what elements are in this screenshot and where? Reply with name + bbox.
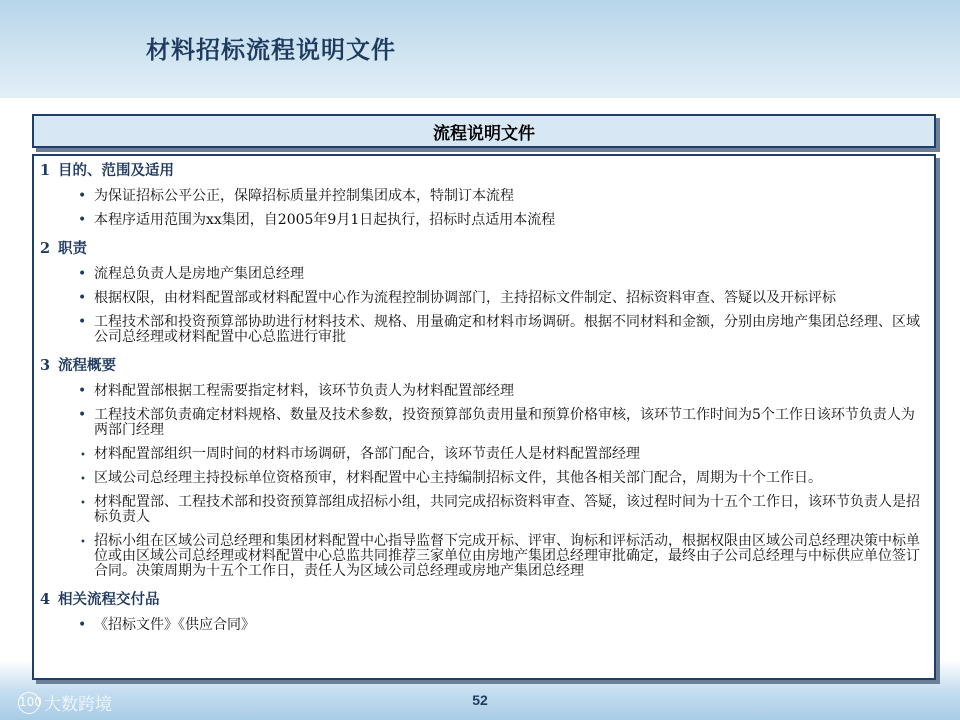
bullet-icon: • (80, 450, 86, 461)
watermark-text: 大数跨境 (44, 695, 112, 715)
content-box (32, 154, 936, 680)
list-item-text: 《招标文件》《供应合同》 (94, 617, 255, 633)
section-heading (40, 354, 926, 378)
bullet-icon: • (78, 188, 87, 204)
list-item (40, 384, 926, 399)
bullet-icon: • (80, 537, 86, 548)
bullet-icon: • (78, 314, 87, 330)
list-item (40, 291, 926, 306)
bullet-list (40, 267, 926, 345)
list-item-text: 材料配置部组织一周时间的材料市场调研，各部门配合，该环节责任人是材料配置部经理 (94, 446, 640, 462)
section-purpose-scope (40, 159, 926, 228)
bullet-list (40, 618, 926, 633)
list-item (40, 534, 926, 579)
section-number: 3 (40, 357, 51, 374)
slide-title: 材料招标流程说明文件 (146, 35, 396, 64)
section-heading (40, 237, 926, 261)
list-item-text: 材料配置部、工程技术部和投资预算部组成招标小组，共同完成招标资料审查、答疑，该过程时间为十五个工作日，该环节负责人是招标负责人 (94, 494, 920, 525)
watermark-logo-icon: 100 (18, 692, 40, 714)
bullet-icon: • (78, 383, 87, 399)
top-band (0, 0, 960, 98)
section-number: 2 (40, 240, 51, 257)
bullet-icon: • (80, 474, 86, 485)
bullet-icon: • (78, 212, 87, 228)
document-header-title: 流程说明文件 (433, 123, 535, 144)
bullet-icon: • (78, 290, 87, 306)
list-item (40, 213, 926, 228)
section-number: 1 (40, 162, 51, 179)
page-number: 52 (472, 692, 488, 708)
list-item (40, 447, 926, 462)
section-heading (40, 588, 926, 612)
list-item (40, 408, 926, 438)
bullet-icon: • (78, 617, 87, 633)
section-number: 4 (40, 591, 51, 608)
list-item-text: 招标小组在区域公司总经理和集团材料配置中心指导监督下完成开标、评审、询标和评标活动，根据权限由区域公司总经理决策中标单位或由区域公司总经理或材料配置中心总监共同推荐三家单位由房地产集团总经理审批确定，最终由子公司总经理与中标供应单位签订合同。决策周期为十五个工作日，责任人为区域公司总经理或房地产集团总经理 (94, 533, 920, 579)
list-item-text: 本程序适用范围为xx集团，自2005年9月1日起执行，招标时点适用本流程 (94, 212, 556, 228)
list-item (40, 618, 926, 633)
bullet-list (40, 189, 926, 228)
list-item-text: 区域公司总经理主持投标单位资格预审，材料配置中心主持编制招标文件，其他各相关部门配合，周期为十个工作日。 (94, 470, 822, 486)
list-item-text: 材料配置部根据工程需要指定材料，该环节负责人为材料配置部经理 (94, 383, 514, 399)
list-item (40, 315, 926, 345)
list-item (40, 267, 926, 282)
section-deliverables (40, 588, 926, 633)
section-title: 流程概要 (58, 357, 116, 374)
section-heading (40, 159, 926, 183)
section-title: 职责 (58, 240, 87, 257)
section-responsibilities (40, 237, 926, 345)
list-item (40, 189, 926, 204)
bullet-icon: • (78, 266, 87, 282)
list-item-text: 工程技术部和投资预算部协助进行材料技术、规格、用量确定和材料市场调研。根据不同材料和金额，分别由房地产集团总经理、区域公司总经理或材料配置中心总监进行审批 (94, 314, 920, 345)
list-item (40, 495, 926, 525)
section-title: 相关流程交付品 (58, 591, 160, 608)
section-process-overview (40, 354, 926, 579)
list-item (40, 471, 926, 486)
bullet-list (40, 384, 926, 579)
document-header-box (32, 114, 936, 148)
list-item-text: 工程技术部负责确定材料规格、数量及技术参数，投资预算部负责用量和预算价格审核，该环节工作时间为5个工作日该环节负责人为两部门经理 (94, 407, 915, 438)
bullet-icon: • (78, 407, 87, 423)
list-item-text: 根据权限，由材料配置部或材料配置中心作为流程控制协调部门，主持招标文件制定、招标资料审查、答疑以及开标评标 (94, 290, 836, 306)
bullet-icon: • (80, 498, 86, 509)
list-item-text: 流程总负责人是房地产集团总经理 (94, 266, 304, 282)
section-title: 目的、范围及适用 (58, 162, 174, 179)
list-item-text: 为保证招标公平公正，保障招标质量并控制集团成本，特制订本流程 (94, 188, 514, 204)
